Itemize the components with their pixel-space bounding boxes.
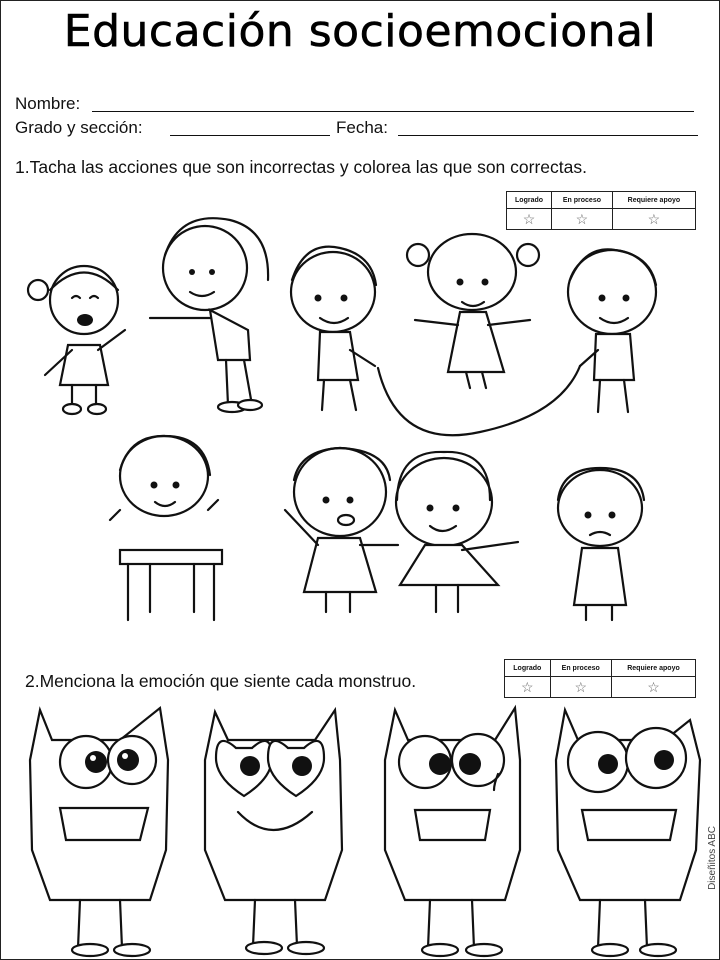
name-line[interactable]: [92, 111, 694, 112]
sad-girl-illustration[interactable]: [558, 468, 644, 620]
crying-girl-illustration[interactable]: [28, 266, 125, 414]
boy-pulling-hair-illustration[interactable]: [150, 218, 268, 412]
credit-watermark: Diseñitos ABC: [707, 826, 718, 890]
monster-in-love-illustration[interactable]: [205, 710, 342, 954]
page-title: Educación socioemocional: [63, 6, 657, 57]
name-label: Nombre:: [15, 94, 81, 113]
rubric-header: Logrado: [505, 660, 551, 677]
monster-angry-illustration[interactable]: [30, 708, 168, 956]
girl-pointing-illustration[interactable]: [396, 452, 518, 612]
girl-sticking-tongue-illustration[interactable]: [285, 448, 398, 612]
instruction-2: 2.Menciona la emoción que siente cada monstruo.: [25, 671, 417, 691]
monster-sad-illustration[interactable]: [385, 708, 520, 956]
children-illustrations: [0, 200, 720, 660]
rubric-header: Requiere apoyo: [612, 192, 695, 209]
jump-rope: [378, 366, 580, 435]
star-icon[interactable]: ☆: [611, 677, 695, 698]
girl-at-desk-illustration[interactable]: [110, 436, 222, 620]
rubric-header: En proceso: [550, 660, 611, 677]
star-icon[interactable]: ☆: [550, 677, 611, 698]
star-icon[interactable]: ☆: [505, 677, 551, 698]
monster-illustrations: [0, 700, 720, 960]
jumping-girl-illustration[interactable]: [407, 234, 539, 388]
monster-scared-illustration[interactable]: [556, 710, 700, 956]
jump-rope-boy-left-illustration[interactable]: [291, 247, 376, 410]
star-icon[interactable]: ☆: [507, 209, 552, 230]
instruction-1: 1.Tacha las acciones que son incorrectas y colorea las que son correctas.: [15, 157, 587, 177]
date-label: Fecha:: [336, 118, 388, 137]
star-icon[interactable]: ☆: [612, 209, 695, 230]
rubric-header: En proceso: [552, 192, 613, 209]
rubric-table-2: [504, 659, 696, 698]
star-icon[interactable]: ☆: [552, 209, 613, 230]
rubric-header: Requiere apoyo: [611, 660, 695, 677]
jump-rope-boy-right-illustration[interactable]: [568, 249, 656, 412]
rubric-header: Logrado: [507, 192, 552, 209]
grade-label: Grado y sección:: [15, 118, 143, 137]
date-line[interactable]: [398, 135, 698, 136]
grade-line[interactable]: [170, 135, 330, 136]
